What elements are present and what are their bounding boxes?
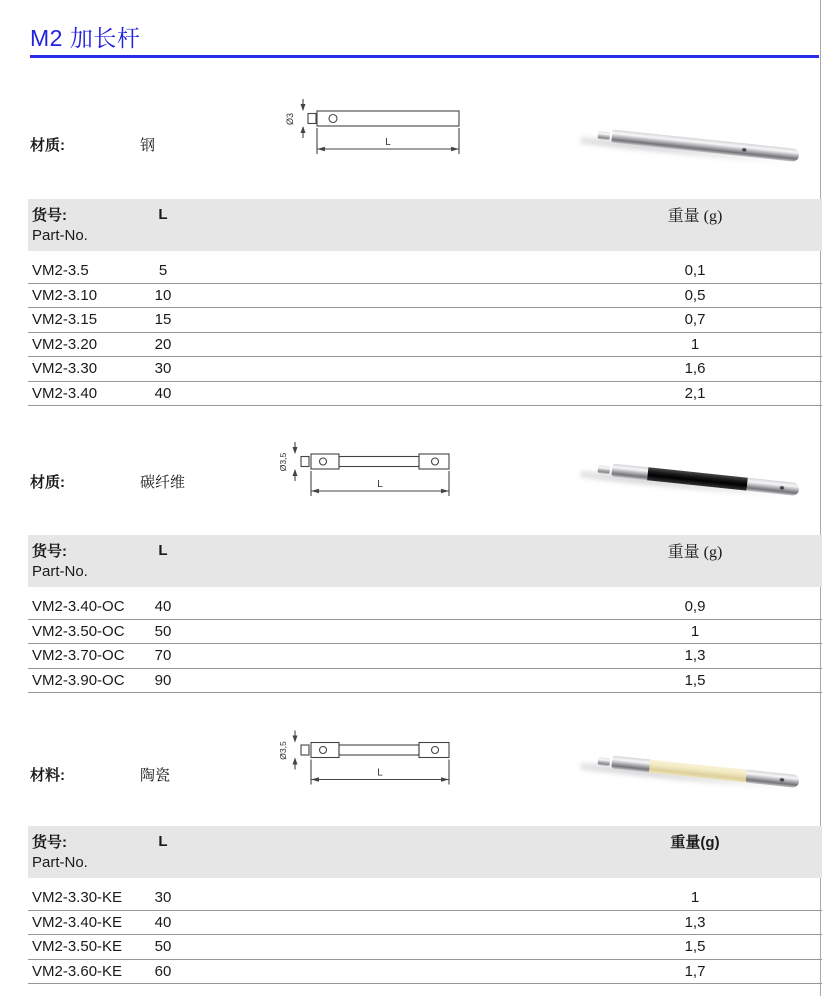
table-body xyxy=(28,259,822,406)
table-row xyxy=(28,669,822,694)
steel-rod-table xyxy=(28,199,822,406)
part-no-cell: VM2-3.20 xyxy=(32,335,98,353)
weight-cell: 1,5 xyxy=(684,671,706,689)
part-no-cell: VM2-3.15 xyxy=(32,311,98,329)
part-no-subheader: Part-No. xyxy=(32,227,88,244)
part-no-cell: VM2-3.60-KE xyxy=(32,962,123,980)
part-no-header: 货号: xyxy=(32,543,67,560)
table-body xyxy=(28,595,822,693)
length-cell: 40 xyxy=(154,384,172,402)
part-no-cell: VM2-3.90-OC xyxy=(32,671,125,689)
part-no-header: 货号: xyxy=(32,207,67,224)
weight-cell: 0,7 xyxy=(684,311,706,329)
carbon-rod-photo xyxy=(562,430,832,516)
length-cell: 90 xyxy=(154,671,172,689)
part-no-cell: VM2-3.5 xyxy=(32,262,89,280)
material-label: 材质: xyxy=(30,474,65,491)
ceramic-rod-photo xyxy=(562,722,832,808)
part-no-cell: VM2-3.40-KE xyxy=(32,913,123,931)
part-no-cell: VM2-3.40-OC xyxy=(32,598,125,616)
table-row xyxy=(28,911,822,936)
weight-cell: 0,1 xyxy=(684,262,706,280)
part-no-cell: VM2-3.40 xyxy=(32,384,98,402)
table-row xyxy=(28,886,822,911)
length-cell: 50 xyxy=(154,622,172,640)
table-header xyxy=(28,826,822,878)
weight-cell: 0,5 xyxy=(684,286,706,304)
material-label: 材料: xyxy=(30,767,65,784)
weight-header: 重量 (g) xyxy=(667,544,723,561)
length-header: L xyxy=(158,206,168,223)
weight-cell: 0,9 xyxy=(684,598,706,616)
table-row xyxy=(28,333,822,358)
ceramic-rod-table xyxy=(28,826,822,984)
table-row xyxy=(28,357,822,382)
table-row xyxy=(28,259,822,284)
table-row xyxy=(28,620,822,645)
table-row xyxy=(28,595,822,620)
material-label: 材质: xyxy=(30,137,65,154)
length-cell: 60 xyxy=(154,962,172,980)
ceramic-rod-technical-drawing xyxy=(278,719,478,804)
length-dimension-label: L xyxy=(377,767,383,779)
length-dimension-label: L xyxy=(377,479,383,490)
rod-tip xyxy=(598,757,611,766)
weight-header: 重量 (g) xyxy=(667,208,723,225)
carbon-rod-table xyxy=(28,535,822,693)
length-cell: 40 xyxy=(154,598,172,616)
carbon-rod-technical-drawing xyxy=(278,432,478,514)
weight-cell: 2,1 xyxy=(684,384,706,402)
length-header: L xyxy=(158,542,168,559)
title-underline xyxy=(30,55,819,58)
weight-cell: 1,3 xyxy=(684,913,706,931)
length-cell: 30 xyxy=(154,889,172,907)
length-cell: 70 xyxy=(154,647,172,665)
length-cell: 10 xyxy=(154,286,172,304)
page-title: M2 加长杆 xyxy=(30,25,141,51)
weight-cell: 1,3 xyxy=(684,647,706,665)
diameter-dimension-label: Ø3,5 xyxy=(278,741,288,760)
weight-cell: 1,7 xyxy=(684,962,706,980)
table-row xyxy=(28,382,822,407)
part-no-cell: VM2-3.10 xyxy=(32,286,98,304)
table-header xyxy=(28,199,822,251)
table-row xyxy=(28,935,822,960)
length-cell: 15 xyxy=(154,311,172,329)
part-no-cell: VM2-3.30-KE xyxy=(32,889,123,907)
diameter-dimension-label: Ø3 xyxy=(285,112,295,126)
rod-tip xyxy=(598,465,611,474)
material-value: 陶瓷 xyxy=(140,767,171,784)
weight-cell: 1,6 xyxy=(684,360,706,378)
weight-cell: 1 xyxy=(690,335,700,353)
material-value: 钢 xyxy=(140,137,156,154)
part-no-subheader: Part-No. xyxy=(32,854,88,871)
length-cell: 30 xyxy=(154,360,172,378)
table-row xyxy=(28,308,822,333)
table-row xyxy=(28,960,822,985)
part-no-cell: VM2-3.50-OC xyxy=(32,622,125,640)
table-row xyxy=(28,644,822,669)
part-no-cell: VM2-3.70-OC xyxy=(32,647,125,665)
diameter-dimension-label: Ø3,5 xyxy=(278,452,288,472)
length-cell: 20 xyxy=(154,335,172,353)
length-cell: 40 xyxy=(154,913,172,931)
weight-cell: 1 xyxy=(690,889,700,907)
length-dimension-label: L xyxy=(385,137,391,148)
length-cell: 5 xyxy=(158,262,168,280)
weight-cell: 1,5 xyxy=(684,938,706,956)
weight-header: 重量(g) xyxy=(670,834,720,851)
material-value: 碳纤维 xyxy=(140,474,186,491)
steel-rod-technical-drawing xyxy=(281,92,473,170)
length-cell: 50 xyxy=(154,938,172,956)
length-header: L xyxy=(158,833,168,850)
weight-cell: 1 xyxy=(690,622,700,640)
table-row xyxy=(28,284,822,309)
table-header xyxy=(28,535,822,587)
table-body xyxy=(28,886,822,984)
part-no-header: 货号: xyxy=(32,834,67,851)
steel-rod-photo xyxy=(562,96,832,182)
part-no-subheader: Part-No. xyxy=(32,563,88,580)
part-no-cell: VM2-3.30 xyxy=(32,360,98,378)
rod-tip xyxy=(598,131,611,140)
part-no-cell: VM2-3.50-KE xyxy=(32,938,123,956)
